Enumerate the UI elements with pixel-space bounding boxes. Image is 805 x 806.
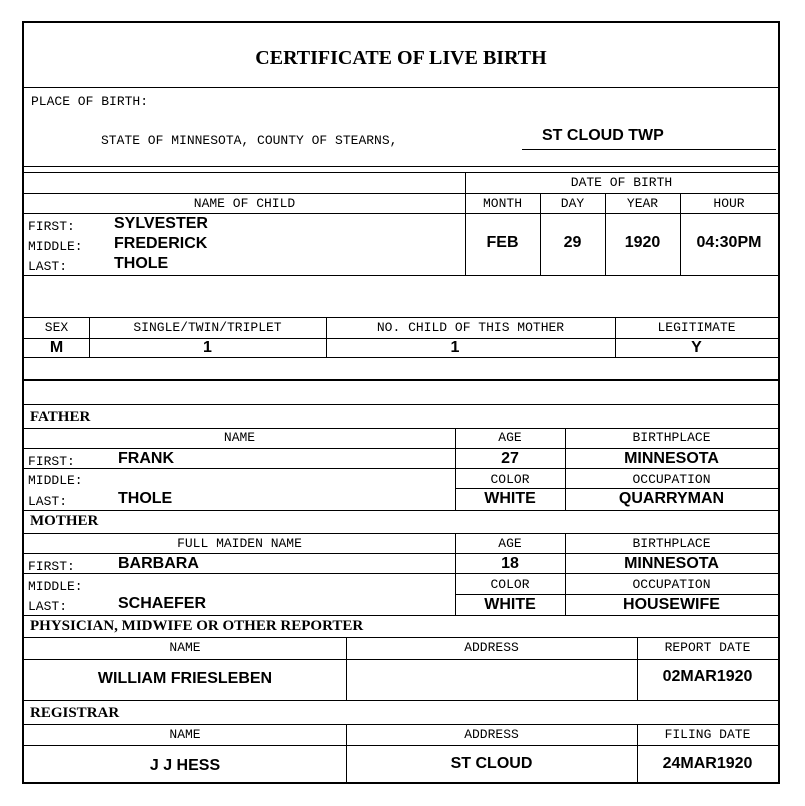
divider: [24, 659, 778, 660]
registrar-address: ST CLOUD: [450, 755, 533, 772]
child-first-label: FIRST:: [28, 219, 75, 234]
divider: [326, 317, 327, 357]
physician-address-header: ADDRESS: [464, 640, 519, 655]
divider: [24, 745, 778, 746]
father-last-label: LAST:: [28, 494, 68, 509]
divider: [24, 275, 778, 276]
divider: [24, 448, 778, 449]
divider: [605, 193, 606, 275]
birth-month: FEB: [486, 234, 519, 251]
father-color: WHITE: [484, 490, 536, 507]
divider: [24, 510, 778, 511]
mother-last-label: LAST:: [28, 599, 68, 614]
father-age: 27: [501, 450, 519, 467]
divider: [465, 172, 466, 275]
divider: [346, 724, 347, 782]
plurality-label: SINGLE/TWIN/TRIPLET: [133, 320, 282, 335]
child-last-label: LAST:: [28, 259, 68, 274]
mother-last-name: SCHAEFER: [118, 595, 207, 612]
divider: [455, 594, 778, 595]
township-underline: [522, 149, 776, 150]
divider: [24, 172, 778, 173]
divider: [24, 166, 778, 167]
month-label: MONTH: [482, 196, 522, 211]
birth-day: 29: [563, 234, 582, 251]
mother-first-label: FIRST:: [28, 559, 75, 574]
place-of-birth-label: PLACE OF BIRTH:: [31, 94, 149, 109]
child-last-name: THOLE: [114, 255, 169, 272]
divider: [24, 700, 778, 701]
registrar-name-header: NAME: [169, 727, 201, 742]
divider: [24, 428, 778, 429]
divider: [24, 87, 778, 88]
child-number-value: 1: [450, 339, 460, 356]
divider: [89, 317, 90, 357]
divider: [540, 193, 541, 275]
birth-hour: 04:30PM: [696, 234, 762, 251]
divider: [455, 428, 456, 510]
father-first-label: FIRST:: [28, 454, 75, 469]
divider: [24, 193, 778, 194]
father-middle-label: MIDDLE:: [28, 473, 83, 488]
place-location: STATE OF MINNESOTA, COUNTY OF STEARNS,: [101, 133, 398, 148]
registrar-name: J J HESS: [149, 757, 221, 774]
place-township: ST CLOUD TWP: [542, 127, 664, 144]
father-occupation: QUARRYMAN: [618, 490, 725, 507]
hour-label: HOUR: [713, 196, 745, 211]
physician-section-title: PHYSICIAN, MIDWIFE OR OTHER REPORTER: [30, 618, 364, 634]
mother-section-title: MOTHER: [30, 513, 99, 529]
divider: [24, 637, 778, 638]
child-middle-label: MIDDLE:: [28, 239, 83, 254]
registrar-filing-date: 24MAR1920: [662, 755, 753, 772]
father-color-label: COLOR: [490, 472, 530, 487]
mother-color: WHITE: [484, 596, 536, 613]
year-label: YEAR: [626, 196, 659, 211]
mother-first-name: BARBARA: [118, 555, 199, 572]
legitimate-value: Y: [691, 339, 702, 356]
legitimate-label: LEGITIMATE: [657, 320, 736, 335]
registrar-section-title: REGISTRAR: [30, 705, 120, 721]
child-first-name: SYLVESTER: [114, 215, 208, 232]
mother-birthplace: MINNESOTA: [624, 555, 719, 572]
certificate-title: CERTIFICATE OF LIVE BIRTH: [255, 47, 547, 69]
divider: [615, 317, 616, 357]
mother-occupation-label: OCCUPATION: [632, 577, 711, 592]
divider: [565, 428, 566, 510]
divider: [680, 193, 681, 275]
father-last-name: THOLE: [118, 490, 173, 507]
physician-name: WILLIAM FRIESLEBEN: [97, 670, 273, 687]
mother-color-label: COLOR: [490, 577, 530, 592]
divider: [24, 468, 778, 469]
divider: [24, 724, 778, 725]
father-birthplace-label: BIRTHPLACE: [632, 430, 711, 445]
mother-age: 18: [501, 555, 519, 572]
divider: [455, 533, 456, 615]
sex-value: M: [49, 339, 64, 356]
father-birthplace: MINNESOTA: [624, 450, 719, 467]
birth-certificate: [22, 21, 780, 784]
plurality-value: 1: [203, 339, 212, 356]
mother-occupation: HOUSEWIFE: [623, 596, 720, 613]
registrar-filing-date-header: FILING DATE: [664, 727, 751, 742]
divider: [24, 553, 778, 554]
divider: [24, 357, 778, 358]
name-of-child-header: NAME OF CHILD: [193, 196, 296, 211]
date-of-birth-header: DATE OF BIRTH: [570, 175, 673, 190]
physician-name-header: NAME: [169, 640, 201, 655]
father-age-label: AGE: [498, 430, 522, 445]
father-section-title: FATHER: [30, 409, 91, 425]
day-label: DAY: [560, 196, 585, 211]
divider: [24, 404, 778, 405]
mother-age-label: AGE: [498, 536, 522, 551]
mother-middle-label: MIDDLE:: [28, 579, 83, 594]
father-name-header: NAME: [223, 430, 256, 445]
divider: [24, 213, 778, 214]
father-first-name: FRANK: [118, 450, 174, 467]
sex-label: SEX: [44, 320, 69, 335]
divider: [637, 724, 638, 782]
divider: [24, 317, 778, 318]
child-number-label: NO. CHILD OF THIS MOTHER: [376, 320, 565, 335]
divider: [24, 338, 778, 339]
registrar-address-header: ADDRESS: [464, 727, 519, 742]
divider: [346, 637, 347, 700]
divider: [24, 615, 778, 616]
divider: [565, 533, 566, 615]
divider: [24, 573, 778, 574]
physician-report-date: 02MAR1920: [662, 668, 753, 685]
divider: [455, 488, 778, 489]
divider: [24, 533, 778, 534]
divider: [637, 637, 638, 700]
mother-birthplace-label: BIRTHPLACE: [632, 536, 711, 551]
divider: [24, 379, 778, 381]
father-occupation-label: OCCUPATION: [632, 472, 711, 487]
physician-report-date-header: REPORT DATE: [664, 640, 751, 655]
birth-year: 1920: [624, 234, 661, 251]
child-middle-name: FREDERICK: [114, 235, 208, 252]
mother-name-header: FULL MAIDEN NAME: [177, 536, 302, 551]
